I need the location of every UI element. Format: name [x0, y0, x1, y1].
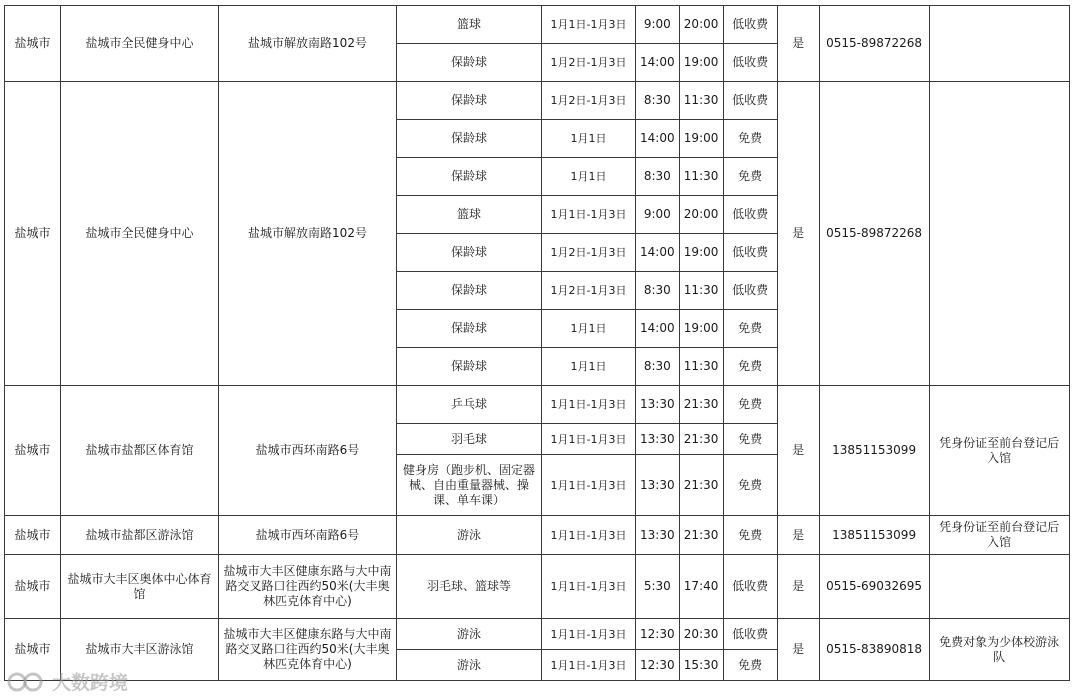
sport-cell: 保龄球 — [397, 158, 542, 196]
note-cell: 免费对象为少体校游泳队 — [929, 619, 1069, 681]
fee-cell: 低收费 — [723, 6, 777, 44]
sport-cell: 乒乓球 — [397, 386, 542, 424]
end-time-cell: 19:00 — [679, 234, 723, 272]
venue-name-cell: 盐城市盐都区游泳馆 — [61, 516, 219, 555]
fee-cell: 低收费 — [723, 272, 777, 310]
open-flag-cell: 是 — [777, 386, 819, 516]
table-row — [5, 386, 1070, 424]
fee-cell: 免费 — [723, 516, 777, 555]
date-cell: 1月1日 — [542, 348, 636, 386]
end-time-cell: 21:30 — [679, 516, 723, 555]
date-cell: 1月1日 — [542, 310, 636, 348]
date-cell: 1月2日-1月3日 — [542, 272, 636, 310]
open-flag-cell: 是 — [777, 516, 819, 555]
fee-cell: 免费 — [723, 348, 777, 386]
start-time-cell: 5:30 — [636, 555, 680, 619]
table-row — [5, 619, 1070, 650]
venue-name-cell: 盐城市全民健身中心 — [61, 6, 219, 82]
date-cell: 1月2日-1月3日 — [542, 82, 636, 120]
phone-cell: 13851153099 — [819, 516, 929, 555]
date-cell: 1月1日-1月3日 — [542, 516, 636, 555]
sport-cell: 游泳 — [397, 516, 542, 555]
sport-cell: 保龄球 — [397, 310, 542, 348]
start-time-cell: 8:30 — [636, 158, 680, 196]
start-time-cell: 8:30 — [636, 348, 680, 386]
start-time-cell: 14:00 — [636, 310, 680, 348]
fee-cell: 免费 — [723, 120, 777, 158]
fee-cell: 免费 — [723, 386, 777, 424]
address-cell: 盐城市大丰区健康东路与大中南路交叉路口往西约50米(大丰奥林匹克体育中心) — [219, 555, 397, 619]
date-cell: 1月1日-1月3日 — [542, 424, 636, 455]
date-cell: 1月1日-1月3日 — [542, 650, 636, 681]
sport-cell: 羽毛球 — [397, 424, 542, 455]
fee-cell: 低收费 — [723, 234, 777, 272]
fee-cell: 低收费 — [723, 555, 777, 619]
phone-cell: 0515-89872268 — [819, 6, 929, 82]
city-cell: 盐城市 — [5, 555, 61, 619]
sport-cell: 篮球 — [397, 6, 542, 44]
date-cell: 1月1日-1月3日 — [542, 386, 636, 424]
open-flag-cell: 是 — [777, 619, 819, 681]
end-time-cell: 20:00 — [679, 196, 723, 234]
city-cell: 盐城市 — [5, 6, 61, 82]
fee-cell: 低收费 — [723, 196, 777, 234]
end-time-cell: 11:30 — [679, 272, 723, 310]
start-time-cell: 14:00 — [636, 234, 680, 272]
table-row — [5, 555, 1070, 619]
sport-cell: 健身房（跑步机、固定器械、自由重量器械、操课、单车课） — [397, 455, 542, 516]
end-time-cell: 21:30 — [679, 455, 723, 516]
note-cell — [929, 82, 1069, 386]
venue-name-cell: 盐城市盐都区体育馆 — [61, 386, 219, 516]
sport-cell: 保龄球 — [397, 44, 542, 82]
date-cell: 1月2日-1月3日 — [542, 234, 636, 272]
date-cell: 1月1日-1月3日 — [542, 6, 636, 44]
start-time-cell: 13:30 — [636, 455, 680, 516]
start-time-cell: 13:30 — [636, 386, 680, 424]
end-time-cell: 19:00 — [679, 44, 723, 82]
fee-cell: 低收费 — [723, 44, 777, 82]
phone-cell: 13851153099 — [819, 386, 929, 516]
sport-cell: 保龄球 — [397, 234, 542, 272]
address-cell: 盐城市西环南路6号 — [219, 386, 397, 516]
end-time-cell: 11:30 — [679, 348, 723, 386]
date-cell: 1月1日-1月3日 — [542, 196, 636, 234]
note-cell: 凭身份证至前台登记后入馆 — [929, 516, 1069, 555]
table-row — [5, 516, 1070, 555]
start-time-cell: 13:30 — [636, 424, 680, 455]
end-time-cell: 21:30 — [679, 424, 723, 455]
note-cell — [929, 6, 1069, 82]
end-time-cell: 11:30 — [679, 158, 723, 196]
venue-name-cell: 盐城市大丰区奥体中心体育馆 — [61, 555, 219, 619]
date-cell: 1月2日-1月3日 — [542, 44, 636, 82]
sport-cell: 保龄球 — [397, 272, 542, 310]
address-cell: 盐城市解放南路102号 — [219, 82, 397, 386]
sport-cell: 羽毛球、篮球等 — [397, 555, 542, 619]
end-time-cell: 17:40 — [679, 555, 723, 619]
end-time-cell: 19:00 — [679, 120, 723, 158]
start-time-cell: 8:30 — [636, 82, 680, 120]
end-time-cell: 11:30 — [679, 82, 723, 120]
start-time-cell: 9:00 — [636, 196, 680, 234]
table-row — [5, 82, 1070, 120]
sport-cell: 保龄球 — [397, 348, 542, 386]
city-cell: 盐城市 — [5, 516, 61, 555]
sport-cell: 保龄球 — [397, 82, 542, 120]
table-row — [5, 6, 1070, 44]
sport-cell: 篮球 — [397, 196, 542, 234]
start-time-cell: 8:30 — [636, 272, 680, 310]
end-time-cell: 15:30 — [679, 650, 723, 681]
venue-name-cell: 盐城市全民健身中心 — [61, 82, 219, 386]
sport-cell: 游泳 — [397, 619, 542, 650]
fee-cell: 免费 — [723, 650, 777, 681]
date-cell: 1月1日-1月3日 — [542, 455, 636, 516]
date-cell: 1月1日 — [542, 120, 636, 158]
venue-name-cell: 盐城市大丰区游泳馆 — [61, 619, 219, 681]
watermark-text: 大数跨境 — [52, 672, 129, 694]
date-cell: 1月1日-1月3日 — [542, 555, 636, 619]
sport-cell: 游泳 — [397, 650, 542, 681]
fee-cell: 低收费 — [723, 82, 777, 120]
venue-schedule-table — [4, 5, 1070, 681]
date-cell: 1月1日 — [542, 158, 636, 196]
phone-cell: 0515-89872268 — [819, 82, 929, 386]
open-flag-cell: 是 — [777, 6, 819, 82]
fee-cell: 免费 — [723, 310, 777, 348]
start-time-cell: 12:30 — [636, 619, 680, 650]
end-time-cell: 21:30 — [679, 386, 723, 424]
note-cell — [929, 555, 1069, 619]
city-cell: 盐城市 — [5, 386, 61, 516]
fee-cell: 低收费 — [723, 619, 777, 650]
open-flag-cell: 是 — [777, 555, 819, 619]
start-time-cell: 14:00 — [636, 120, 680, 158]
start-time-cell: 13:30 — [636, 516, 680, 555]
end-time-cell: 19:00 — [679, 310, 723, 348]
note-cell: 凭身份证至前台登记后入馆 — [929, 386, 1069, 516]
sport-cell: 保龄球 — [397, 120, 542, 158]
start-time-cell: 9:00 — [636, 6, 680, 44]
end-time-cell: 20:00 — [679, 6, 723, 44]
phone-cell: 0515-69032695 — [819, 555, 929, 619]
start-time-cell: 14:00 — [636, 44, 680, 82]
city-cell: 盐城市 — [5, 82, 61, 386]
fee-cell: 免费 — [723, 424, 777, 455]
address-cell: 盐城市大丰区健康东路与大中南路交叉路口往西约50米(大丰奥林匹克体育中心) — [219, 619, 397, 681]
fee-cell: 免费 — [723, 158, 777, 196]
start-time-cell: 12:30 — [636, 650, 680, 681]
date-cell: 1月1日-1月3日 — [542, 619, 636, 650]
address-cell: 盐城市西环南路6号 — [219, 516, 397, 555]
phone-cell: 0515-83890818 — [819, 619, 929, 681]
address-cell: 盐城市解放南路102号 — [219, 6, 397, 82]
city-cell: 盐城市 — [5, 619, 61, 681]
fee-cell: 免费 — [723, 455, 777, 516]
end-time-cell: 20:30 — [679, 619, 723, 650]
open-flag-cell: 是 — [777, 82, 819, 386]
